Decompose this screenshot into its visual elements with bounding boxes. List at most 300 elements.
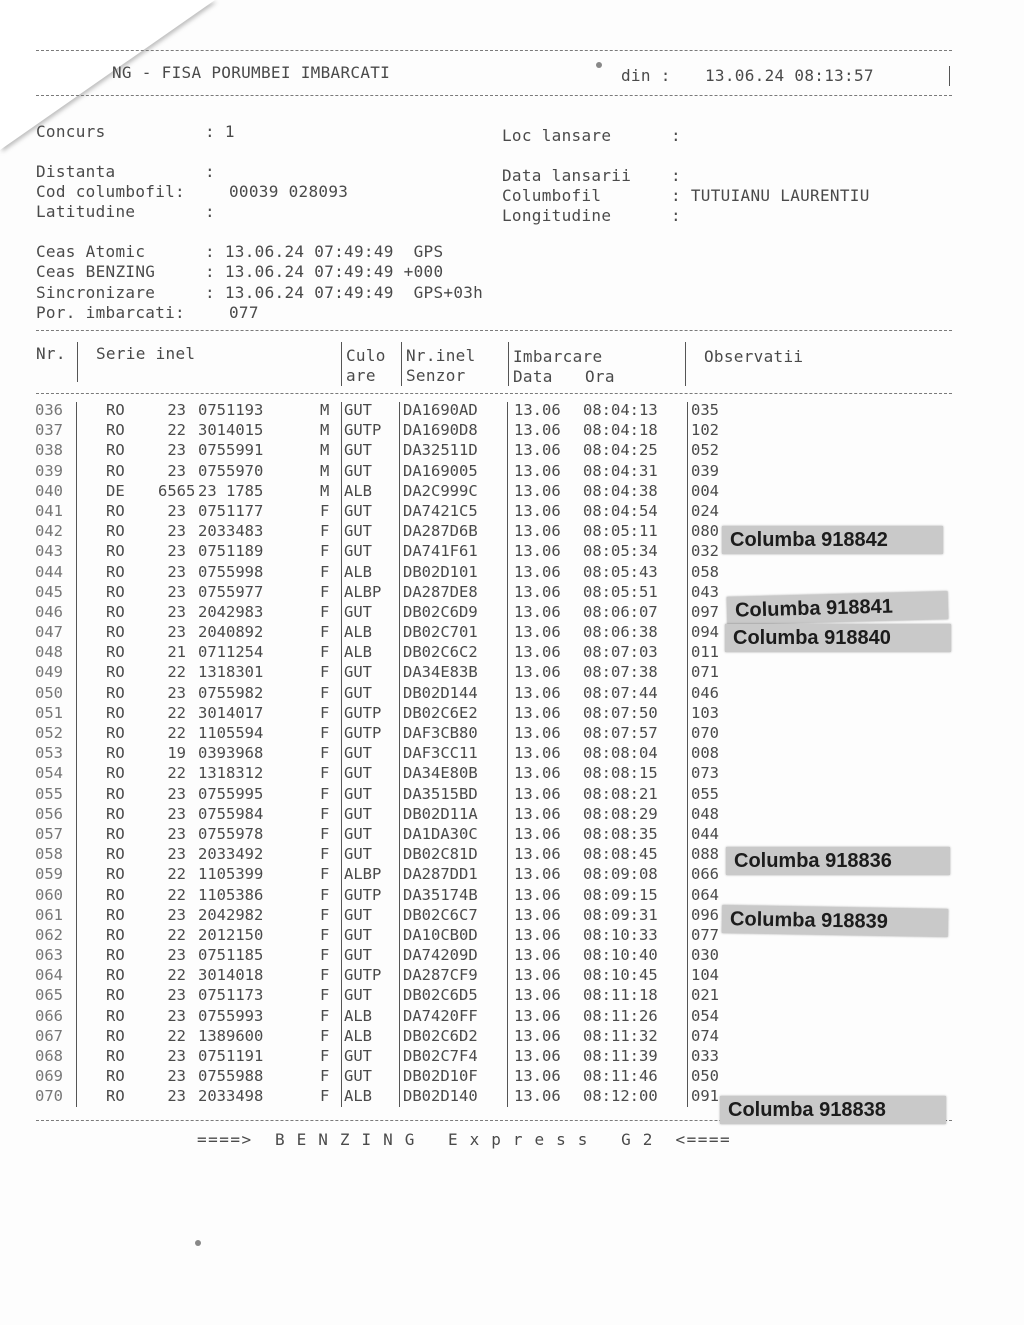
table-header-top-rule xyxy=(36,330,952,331)
row-serie: 0751173 xyxy=(198,986,264,1005)
row-senzor: DB02D144 xyxy=(403,683,478,702)
row-serie: 0393968 xyxy=(198,744,264,763)
table-row xyxy=(32,562,732,582)
row-sex: F xyxy=(320,602,330,621)
cod-columbofil-label: Cod columbofil: xyxy=(36,182,185,201)
footer xyxy=(197,1130,731,1149)
row-ora: 08:08:21 xyxy=(583,784,658,803)
row-year: 23 xyxy=(167,501,186,520)
por-imbarcati-label: Por. imbarcati: xyxy=(36,303,185,322)
row-observatii: 033 xyxy=(691,1047,719,1065)
row-senzor: DA35174B xyxy=(403,885,478,904)
row-year: 22 xyxy=(167,663,186,682)
row-serie: 0755995 xyxy=(198,784,264,803)
row-senzor: DA2C999C xyxy=(403,481,478,500)
row-senzor: DA287D6B xyxy=(403,522,478,541)
row-year: 23 xyxy=(167,461,186,480)
row-ora: 08:08:15 xyxy=(583,764,658,783)
row-ora: 08:11:32 xyxy=(583,1026,658,1045)
row-ora: 08:08:35 xyxy=(583,824,658,843)
row-nr: 053 xyxy=(35,744,63,763)
row-serie: 3014018 xyxy=(198,966,264,985)
col-culoare-1: Culo xyxy=(346,346,386,365)
table-row xyxy=(32,662,732,682)
row-sex: F xyxy=(320,1047,330,1065)
scan-speck xyxy=(195,1240,201,1246)
row-data: 13.06 xyxy=(514,845,561,864)
row-country: RO xyxy=(106,966,125,985)
row-country: RO xyxy=(106,865,125,884)
table-row xyxy=(32,1086,732,1106)
row-ora: 08:10:33 xyxy=(583,925,658,944)
col-observatii: Observatii xyxy=(704,347,804,366)
row-data: 13.06 xyxy=(514,522,561,541)
col-data: Data xyxy=(513,367,553,386)
row-culoare: GUTP xyxy=(344,885,382,904)
columbofil-value: : TUTUIANU LAURENTIU xyxy=(671,186,870,205)
row-ora: 08:04:25 xyxy=(583,441,658,460)
row-country: RO xyxy=(106,724,125,742)
row-observatii: 011 xyxy=(691,643,719,662)
row-country: RO xyxy=(106,562,125,581)
row-data: 13.06 xyxy=(514,663,561,682)
row-country: RO xyxy=(106,1067,125,1086)
sticker-label: Columba 918842 xyxy=(722,526,943,554)
row-observatii: 058 xyxy=(691,562,719,581)
row-nr: 045 xyxy=(35,582,63,601)
latitudine-value: : xyxy=(205,202,215,221)
row-data: 13.06 xyxy=(514,946,561,965)
row-senzor: DA287CF9 xyxy=(403,966,478,985)
row-sex: F xyxy=(320,824,330,843)
row-senzor: DA287DD1 xyxy=(403,865,478,884)
table-body xyxy=(32,400,732,1107)
row-year: 23 xyxy=(167,562,186,581)
distanta-value: : xyxy=(205,162,215,181)
table-row xyxy=(32,965,732,985)
row-sex: F xyxy=(320,1087,330,1106)
page-title: NG - FISA PORUMBEI IMBARCATI xyxy=(112,63,391,82)
row-country: RO xyxy=(106,925,125,944)
row-culoare: GUT xyxy=(344,683,372,702)
row-nr: 048 xyxy=(35,643,63,662)
row-country: RO xyxy=(106,1026,125,1045)
row-nr: 046 xyxy=(35,602,63,621)
table-row xyxy=(32,905,732,925)
row-sex: F xyxy=(320,643,330,662)
row-serie: 1389600 xyxy=(198,1026,264,1045)
row-ora: 08:11:46 xyxy=(583,1067,658,1086)
row-senzor: DA34E80B xyxy=(403,764,478,783)
table-row xyxy=(32,784,732,804)
row-sex: F xyxy=(320,724,330,742)
row-observatii: 102 xyxy=(691,421,719,440)
row-senzor: DB02C6D9 xyxy=(403,602,478,621)
row-observatii: 103 xyxy=(691,703,719,722)
header-divider xyxy=(508,342,509,386)
sincronizare-value: : 13.06.24 07:49:49 GPS+03h xyxy=(205,283,484,302)
table-row xyxy=(32,461,732,481)
row-year: 23 xyxy=(167,804,186,823)
row-serie: 0751177 xyxy=(198,501,264,520)
row-ora: 08:06:38 xyxy=(583,623,658,642)
table-row xyxy=(32,420,732,440)
col-nr-inel-1: Nr.inel xyxy=(406,346,476,365)
row-culoare: GUT xyxy=(344,925,372,944)
sticker-label: Columba 918836 xyxy=(726,847,950,875)
row-serie: 2033498 xyxy=(198,1087,264,1106)
row-senzor: DB02C6D2 xyxy=(403,1026,478,1045)
row-country: RO xyxy=(106,542,125,561)
row-observatii: 074 xyxy=(691,1026,719,1045)
row-culoare: ALB xyxy=(344,1026,372,1045)
row-year: 23 xyxy=(167,401,186,419)
table-row xyxy=(32,1026,732,1046)
row-serie: 0755993 xyxy=(198,1006,264,1025)
row-year: 23 xyxy=(167,1047,186,1065)
row-senzor: DB02C6D5 xyxy=(403,986,478,1005)
row-culoare: ALB xyxy=(344,562,372,581)
loc-lansare-value: : xyxy=(671,126,681,145)
row-observatii: 104 xyxy=(691,966,719,985)
row-observatii: 071 xyxy=(691,663,719,682)
row-data: 13.06 xyxy=(514,623,561,642)
row-country: RO xyxy=(106,602,125,621)
table-row xyxy=(32,723,732,743)
row-sex: F xyxy=(320,582,330,601)
row-culoare: GUT xyxy=(344,1067,372,1086)
row-sex: F xyxy=(320,663,330,682)
table-row xyxy=(32,481,732,501)
row-country: RO xyxy=(106,824,125,843)
row-data: 13.06 xyxy=(514,643,561,662)
row-nr: 054 xyxy=(35,764,63,783)
row-serie: 1318312 xyxy=(198,764,264,783)
row-observatii: 046 xyxy=(691,683,719,702)
row-culoare: GUT xyxy=(344,764,372,783)
row-observatii: 035 xyxy=(691,401,719,419)
row-culoare: GUT xyxy=(344,946,372,965)
row-culoare: GUT xyxy=(344,784,372,803)
row-country: RO xyxy=(106,501,125,520)
row-sex: F xyxy=(320,1006,330,1025)
row-sex: F xyxy=(320,522,330,541)
table-row xyxy=(32,743,732,763)
row-observatii: 070 xyxy=(691,724,719,742)
row-data: 13.06 xyxy=(514,1026,561,1045)
row-culoare: GUT xyxy=(344,824,372,843)
row-data: 13.06 xyxy=(514,784,561,803)
scan-speck xyxy=(596,62,602,68)
row-sex: F xyxy=(320,845,330,864)
row-senzor: DA7420FF xyxy=(403,1006,478,1025)
row-ora: 08:05:34 xyxy=(583,542,658,561)
sticker-label: Columba 918840 xyxy=(725,624,951,652)
row-ora: 08:05:11 xyxy=(583,522,658,541)
row-year: 22 xyxy=(167,703,186,722)
row-sex: F xyxy=(320,501,330,520)
row-data: 13.06 xyxy=(514,824,561,843)
row-sex: M xyxy=(320,401,330,419)
header-top-rule xyxy=(36,50,952,51)
row-year: 23 xyxy=(167,582,186,601)
row-senzor: DB02D101 xyxy=(403,562,478,581)
col-ora: Ora xyxy=(585,367,615,386)
col-serie-inel: Serie inel xyxy=(96,344,196,363)
row-nr: 047 xyxy=(35,623,63,642)
row-senzor: DB02D140 xyxy=(403,1087,478,1106)
row-country: RO xyxy=(106,1087,125,1106)
table-row xyxy=(32,844,732,864)
row-culoare: ALB xyxy=(344,623,372,642)
row-culoare: ALB xyxy=(344,1006,372,1025)
sticker-label: Columba 918841 xyxy=(727,591,949,625)
table-row xyxy=(32,440,732,460)
footer-text: BENZING Express G2 xyxy=(274,1130,665,1149)
row-sex: F xyxy=(320,703,330,722)
row-data: 13.06 xyxy=(514,724,561,742)
row-country: RO xyxy=(106,401,125,419)
concurs-label: Concurs xyxy=(36,122,106,141)
row-serie: 0755977 xyxy=(198,582,264,601)
row-senzor: DB02C81D xyxy=(403,845,478,864)
row-data: 13.06 xyxy=(514,582,561,601)
columbofil-label: Columbofil xyxy=(502,186,602,205)
row-country: RO xyxy=(106,421,125,440)
row-serie: 0751191 xyxy=(198,1047,264,1065)
row-ora: 08:08:29 xyxy=(583,804,658,823)
row-year: 22 xyxy=(167,925,186,944)
row-data: 13.06 xyxy=(514,602,561,621)
row-data: 13.06 xyxy=(514,1047,561,1065)
row-sex: F xyxy=(320,804,330,823)
sincronizare-label: Sincronizare xyxy=(36,283,156,302)
row-senzor: DB02C7F4 xyxy=(403,1047,478,1065)
row-ora: 08:09:31 xyxy=(583,905,658,924)
row-culoare: GUTP xyxy=(344,966,382,985)
col-culoare-2: are xyxy=(346,366,376,385)
ceas-atomic-label: Ceas Atomic xyxy=(36,242,146,261)
row-nr: 049 xyxy=(35,663,63,682)
table-row xyxy=(32,925,732,945)
row-culoare: GUT xyxy=(344,845,372,864)
row-year: 23 xyxy=(167,986,186,1005)
row-observatii: 064 xyxy=(691,885,719,904)
row-country: RO xyxy=(106,905,125,924)
row-culoare: GUT xyxy=(344,401,372,419)
row-culoare: GUT xyxy=(344,522,372,541)
col-nr: Nr. xyxy=(36,344,66,363)
row-nr: 041 xyxy=(35,501,63,520)
row-nr: 043 xyxy=(35,542,63,561)
row-observatii: 055 xyxy=(691,784,719,803)
row-culoare: GUT xyxy=(344,501,372,520)
header-bottom-rule xyxy=(36,95,952,96)
row-nr: 055 xyxy=(35,784,63,803)
row-serie: 0751185 xyxy=(198,946,264,965)
row-serie: 3014015 xyxy=(198,421,264,440)
row-senzor: DB02D11A xyxy=(403,804,478,823)
row-ora: 08:08:45 xyxy=(583,845,658,864)
row-data: 13.06 xyxy=(514,966,561,985)
table-row xyxy=(32,763,732,783)
row-data: 13.06 xyxy=(514,1067,561,1086)
row-serie: 2033483 xyxy=(198,522,264,541)
table-row xyxy=(32,985,732,1005)
row-ora: 08:07:50 xyxy=(583,703,658,722)
row-data: 13.06 xyxy=(514,481,561,500)
row-country: RO xyxy=(106,744,125,763)
row-senzor: DA74209D xyxy=(403,946,478,965)
row-sex: F xyxy=(320,623,330,642)
row-ora: 08:06:07 xyxy=(583,602,658,621)
row-culoare: ALB xyxy=(344,1087,372,1106)
ceas-atomic-value: : 13.06.24 07:49:49 GPS xyxy=(205,242,444,261)
row-data: 13.06 xyxy=(514,562,561,581)
row-nr: 066 xyxy=(35,1006,63,1025)
row-observatii: 004 xyxy=(691,481,719,500)
header-divider xyxy=(685,342,686,386)
row-senzor: DB02C6C7 xyxy=(403,905,478,924)
row-nr: 058 xyxy=(35,845,63,864)
row-sex: F xyxy=(320,905,330,924)
row-observatii: 094 xyxy=(691,623,719,642)
row-country: RO xyxy=(106,845,125,864)
row-culoare: GUT xyxy=(344,441,372,460)
table-row xyxy=(32,824,732,844)
row-culoare: GUT xyxy=(344,542,372,561)
table-row xyxy=(32,1046,732,1066)
footer-left-arrow: ====> xyxy=(197,1130,253,1149)
row-ora: 08:08:04 xyxy=(583,744,658,763)
row-year: 23 xyxy=(167,441,186,460)
row-observatii: 032 xyxy=(691,542,719,561)
row-ora: 08:10:45 xyxy=(583,966,658,985)
row-data: 13.06 xyxy=(514,804,561,823)
footer-right-arrow: <==== xyxy=(675,1130,732,1149)
row-ora: 08:09:15 xyxy=(583,885,658,904)
row-year: 23 xyxy=(167,522,186,541)
row-serie: 0755978 xyxy=(198,824,264,843)
row-sex: F xyxy=(320,744,330,763)
row-senzor: DAF3CC11 xyxy=(403,744,478,763)
row-year: 22 xyxy=(167,865,186,884)
table-row xyxy=(32,642,732,662)
row-nr: 042 xyxy=(35,522,63,541)
row-data: 13.06 xyxy=(514,905,561,924)
concurs-value: : 1 xyxy=(205,122,235,141)
row-nr: 044 xyxy=(35,562,63,581)
table-row xyxy=(32,541,732,561)
row-nr: 057 xyxy=(35,824,63,843)
row-culoare: GUT xyxy=(344,663,372,682)
row-observatii: 097 xyxy=(691,602,719,621)
latitudine-label: Latitudine xyxy=(36,202,136,221)
row-senzor: DB02C701 xyxy=(403,623,478,642)
row-culoare: GUT xyxy=(344,986,372,1005)
row-year: 19 xyxy=(167,744,186,763)
row-nr: 036 xyxy=(35,401,63,419)
row-observatii: 039 xyxy=(691,461,719,480)
row-observatii: 050 xyxy=(691,1067,719,1086)
row-serie: 2012150 xyxy=(198,925,264,944)
row-senzor: DA1690D8 xyxy=(403,421,478,440)
row-year: 6565 xyxy=(158,481,196,500)
row-culoare: GUT xyxy=(344,905,372,924)
row-senzor: DA34E83B xyxy=(403,663,478,682)
row-year: 23 xyxy=(167,845,186,864)
row-year: 21 xyxy=(167,643,186,662)
row-country: RO xyxy=(106,522,125,541)
row-sex: F xyxy=(320,1067,330,1086)
row-nr: 062 xyxy=(35,925,63,944)
row-serie: 0751193 xyxy=(198,401,264,419)
ceas-benzing-value: : 13.06.24 07:49:49 +000 xyxy=(205,262,444,281)
row-year: 23 xyxy=(167,1087,186,1106)
row-sex: F xyxy=(320,764,330,783)
row-culoare: ALB xyxy=(344,481,372,500)
date-label: din : xyxy=(621,66,671,85)
row-sex: M xyxy=(320,461,330,480)
row-country: RO xyxy=(106,643,125,662)
row-senzor: DA287DE8 xyxy=(403,582,478,601)
row-nr: 068 xyxy=(35,1047,63,1065)
row-observatii: 080 xyxy=(691,522,719,541)
row-country: RO xyxy=(106,582,125,601)
row-observatii: 043 xyxy=(691,582,719,601)
row-serie: 0755988 xyxy=(198,1067,264,1086)
ceas-benzing-label: Ceas BENZING xyxy=(36,262,156,281)
row-country: RO xyxy=(106,461,125,480)
row-country: RO xyxy=(106,885,125,904)
row-ora: 08:04:31 xyxy=(583,461,658,480)
row-country: RO xyxy=(106,683,125,702)
row-culoare: GUT xyxy=(344,744,372,763)
row-serie: 1105399 xyxy=(198,865,264,884)
row-sex: F xyxy=(320,925,330,944)
row-observatii: 066 xyxy=(691,865,719,884)
row-data: 13.06 xyxy=(514,703,561,722)
row-sex: F xyxy=(320,966,330,985)
row-ora: 08:05:43 xyxy=(583,562,658,581)
row-nr: 038 xyxy=(35,441,63,460)
row-sex: M xyxy=(320,441,330,460)
row-year: 22 xyxy=(167,724,186,742)
table-row xyxy=(32,945,732,965)
row-sex: F xyxy=(320,1026,330,1045)
row-ora: 08:11:39 xyxy=(583,1047,658,1065)
row-year: 23 xyxy=(167,542,186,561)
row-ora: 08:07:44 xyxy=(583,683,658,702)
row-nr: 059 xyxy=(35,865,63,884)
table-row xyxy=(32,885,732,905)
header-bar xyxy=(949,66,950,86)
row-year: 23 xyxy=(167,946,186,965)
row-senzor: DA7421C5 xyxy=(403,501,478,520)
row-country: RO xyxy=(106,703,125,722)
row-ora: 08:04:18 xyxy=(583,421,658,440)
row-observatii: 030 xyxy=(691,946,719,965)
row-observatii: 052 xyxy=(691,441,719,460)
row-serie: 3014017 xyxy=(198,703,264,722)
row-observatii: 008 xyxy=(691,744,719,763)
row-senzor: DA1690AD xyxy=(403,401,478,419)
row-data: 13.06 xyxy=(514,744,561,763)
por-imbarcati-value: 077 xyxy=(229,303,259,322)
row-serie: 1105594 xyxy=(198,724,264,742)
row-data: 13.06 xyxy=(514,421,561,440)
row-ora: 08:04:13 xyxy=(583,401,658,419)
